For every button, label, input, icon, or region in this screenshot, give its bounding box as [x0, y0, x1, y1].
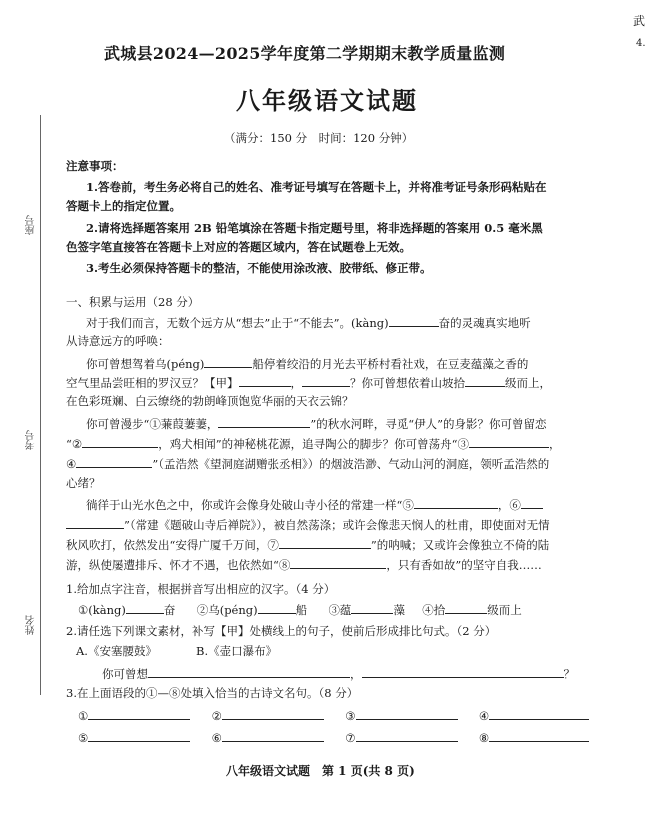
passage-text: 你可曾漫步“①蒹葭萋萋， [86, 417, 219, 431]
passage-line-3 [86, 356, 528, 372]
q3-label-4: ④ [478, 709, 490, 723]
blank-6a[interactable] [521, 497, 543, 509]
passage-line-9: 心绪？ [66, 476, 101, 490]
passage-text: ，只有香如故”的坚守自我…… [386, 558, 542, 572]
corner-fragment-1: 武 [633, 14, 646, 28]
q1-item-2-char: 船 [295, 603, 308, 617]
q2-answer-line [102, 666, 575, 682]
blank-6b[interactable] [66, 517, 124, 529]
blank-5[interactable] [414, 497, 498, 509]
q1-item-1: ①(kàng) [78, 603, 126, 617]
q3-label-5: ⑤ [78, 731, 89, 745]
passage-line-10 [86, 497, 543, 513]
passage-text: 对于我们而言，无数个远方从“想去”止于“不能去”。(kàng) [86, 316, 389, 330]
q3-row-1 [78, 708, 589, 724]
q2-lead: 你可曾想 [102, 667, 148, 681]
q1-item-3: ③蕴 [328, 603, 352, 617]
blank-2[interactable] [82, 436, 158, 448]
exam-meta: （满分：150 分 时间：120 分钟） [224, 131, 414, 145]
q1-answer-2[interactable] [258, 602, 296, 614]
passage-text: ”的秋水河畔，寻觅“伊人”的身影？你可曾留恋 [310, 417, 547, 431]
passage-line-8 [66, 456, 549, 472]
blank-peng[interactable] [204, 356, 252, 368]
q1-answer-1[interactable] [126, 602, 164, 614]
question-3: 3.在上面语段的①—⑧处填入恰当的古诗文名句。（8 分） [66, 686, 359, 700]
passage-line-2: 从诗意远方的呼唤： [66, 334, 170, 348]
passage-text: ，鸡犬相闻”的神秘桃花源，追寻陶公的脚步？你可曾荡舟“③ [158, 437, 469, 451]
question-1: 1.给加点字注音，根据拼音写出相应的汉字。（4 分） [66, 582, 336, 596]
passage-text: “② [66, 437, 83, 451]
passage-text: 秋风吹打，依然发出“安得广厦千万间，⑦ [66, 538, 279, 552]
q2-qmark: ？ [563, 667, 575, 681]
q2-answer-1[interactable] [148, 666, 350, 678]
q2-answer-2[interactable] [362, 666, 564, 678]
passage-line-4 [66, 375, 551, 391]
passage-text: 游，纵使屡遭排斥、怀才不遇，也依然如“⑧ [66, 558, 291, 572]
q3-label-8: ⑧ [478, 731, 490, 745]
q3-answer-4[interactable] [489, 708, 589, 720]
q3-label-6: ⑥ [211, 731, 222, 745]
q3-label-2: ② [211, 709, 222, 723]
passage-line-11 [66, 517, 550, 533]
q2-option-b: B.《壶口瀑布》 [196, 644, 278, 658]
passage-text: ， [548, 437, 561, 451]
passage-text: 奋的灵魂真实地听 [438, 316, 531, 330]
blank-7[interactable] [279, 537, 371, 549]
q3-answer-3[interactable] [356, 708, 458, 720]
q3-answer-8[interactable] [489, 730, 589, 742]
blank-3[interactable] [469, 436, 549, 448]
note-2a: 2.请将选择题答案用 2B 铅笔填涂在答题卡指定题号里，将非选择题的答案用 0.5 毫米黑 [86, 221, 543, 235]
passage-text: ④ [66, 457, 77, 471]
note-1a: 1.答卷前，考生务必将自己的姓名、准考证号填写在答题卡上，并将准考证号条形码粘贴在 [86, 180, 547, 194]
passage-text: ， [290, 376, 302, 390]
q2-option-a: A.《安塞腰鼓》 [76, 644, 157, 658]
q1-item-3-char: 藻 [393, 603, 405, 617]
blank-shi[interactable] [465, 375, 505, 387]
blank-4[interactable] [76, 456, 152, 468]
note-1b: 答题卡上的指定位置。 [66, 199, 181, 213]
passage-line-1 [86, 315, 531, 331]
passage-line-5: 在色彩斑斓、白云缭绕的勃朗峰顶饱览华丽的天衣云锦？ [66, 394, 354, 408]
q2-comma: ， [350, 667, 362, 681]
question-2: 2.请任选下列课文素材，补写【甲】处横线上的句子，使前后形成排比句式。（2 分） [66, 624, 497, 638]
q3-answer-2[interactable] [222, 708, 324, 720]
q1-answer-4[interactable] [445, 602, 487, 614]
passage-text: 级而上， [505, 376, 551, 390]
seat-number-label: 座号 [26, 215, 37, 235]
passage-line-13 [66, 557, 542, 573]
q3-answer-1[interactable] [88, 708, 190, 720]
binding-line [40, 115, 41, 695]
q3-answer-6[interactable] [222, 730, 324, 742]
passage-text: ”的呐喊；又或许会像独立不倚的陆 [370, 538, 550, 552]
passage-line-7 [66, 436, 560, 452]
q1-item-1-char: 奋 [163, 603, 176, 617]
paper-title: 八年级语文试题 [236, 86, 418, 115]
q1-item-4: ④拾 [422, 603, 446, 617]
note-3: 3.考生必须保持答题卡的整洁，不能使用涂改液、胶带纸、修正带。 [86, 261, 432, 275]
q3-answer-5[interactable] [88, 730, 190, 742]
q3-label-7: ⑦ [345, 731, 356, 745]
blank-1[interactable] [218, 416, 310, 428]
passage-text: 徜徉于山光水色之中，你或许会像身处破山寺小径的常建一样“⑤ [86, 498, 414, 512]
passage-text: 船停着绞沿的月光去平桥村看社戏，在豆麦蕴藻之香的 [252, 357, 529, 371]
blank-jia-2[interactable] [302, 375, 350, 387]
blank-jia-1[interactable] [239, 375, 291, 387]
section-1-heading: 一、积累与运用（28 分） [66, 295, 200, 309]
notes-title: 注意事项： [66, 159, 124, 173]
q3-label-3: ③ [345, 709, 356, 723]
student-name-label: 姓名 [26, 615, 37, 635]
q3-row-2 [78, 730, 589, 746]
passage-text: ”（常建《题破山寺后禅院》），被自然荡涤；或许会像悲天悯人的杜甫，即使面对无情 [124, 518, 550, 532]
page-footer: 八年级语文试题 第 1 页(共 8 页) [226, 764, 415, 778]
q1-answer-3[interactable] [351, 602, 393, 614]
passage-text: ”（孟浩然《望洞庭湖赠张丞相》）的烟波浩渺、气动山河的洞庭，领听孟浩然的 [152, 457, 550, 471]
passage-text: ？你可曾想依着山坡拾 [350, 376, 465, 390]
q3-label-1: ① [78, 709, 89, 723]
exam-name: 武城县2024—2025学年度第二学期期末教学质量监测 [104, 44, 506, 63]
corner-fragment-2: 4. [636, 38, 646, 49]
q1-item-2: ②乌(péng) [196, 603, 258, 617]
passage-line-12 [66, 537, 549, 553]
q3-answer-7[interactable] [356, 730, 458, 742]
question-1-items [78, 602, 522, 618]
blank-kang[interactable] [389, 315, 439, 327]
note-2b: 色签字笔直接答在答题卡上对应的答题区域内，答在试题卷上无效。 [66, 240, 411, 254]
passage-line-6 [86, 416, 547, 432]
passage-text: 空气里品尝旺相的罗汉豆？【甲】 [66, 376, 239, 390]
q1-item-4-char: 级而上 [487, 603, 522, 617]
exam-number-label: 考号 [26, 430, 37, 450]
passage-text: 你可曾想驾着乌(péng) [86, 357, 205, 371]
blank-8[interactable] [290, 557, 386, 569]
passage-text: ，⑥ [497, 498, 521, 512]
